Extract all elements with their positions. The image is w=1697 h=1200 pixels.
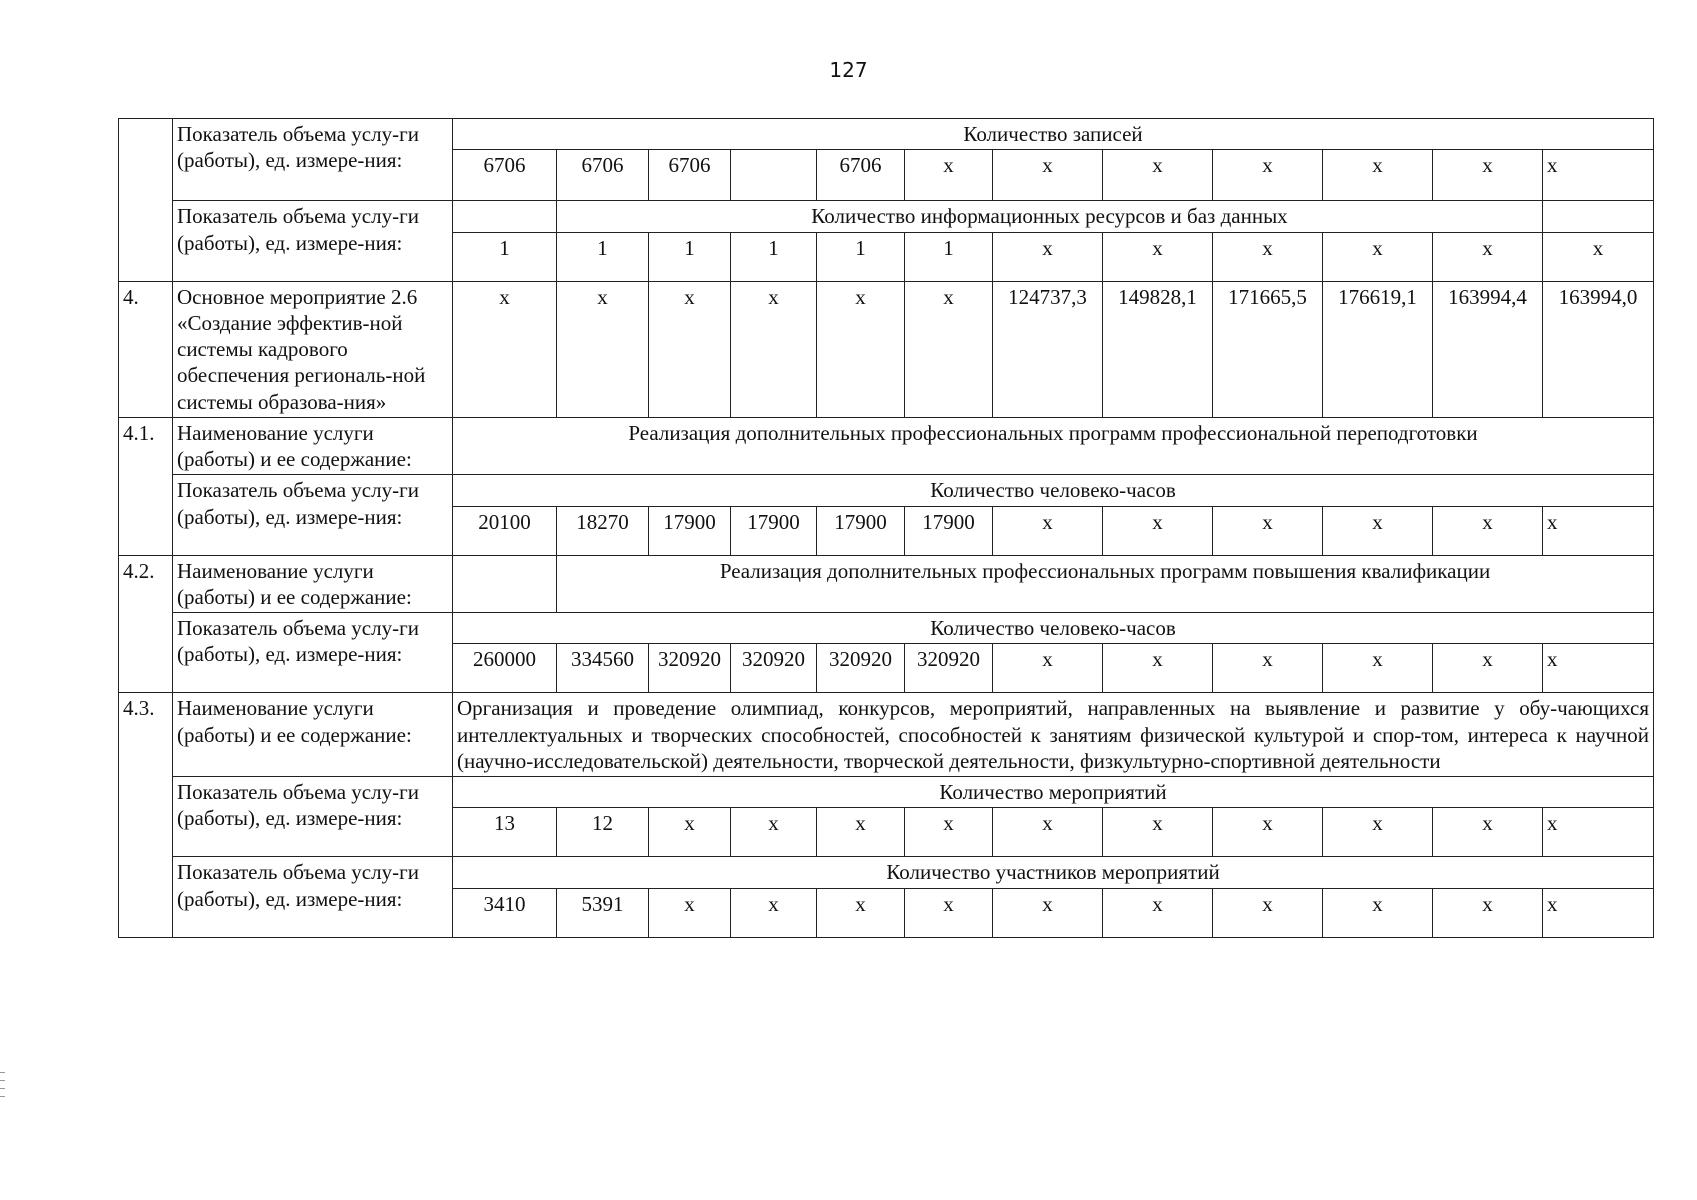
value-cell: 163994,0 <box>1543 281 1654 417</box>
value-cell: 1 <box>649 232 731 281</box>
value-cell: х <box>1543 888 1654 937</box>
value-cell: х <box>1103 808 1213 857</box>
value-cell: х <box>1323 888 1433 937</box>
row-number: 4.1. <box>119 417 173 555</box>
value-cell: х <box>993 150 1103 201</box>
indicator-header: Количество записей <box>453 119 1654 150</box>
value-cell: х <box>1323 232 1433 281</box>
value-cell: х <box>1103 644 1213 693</box>
value-cell: х <box>1543 808 1654 857</box>
indicator-header: Количество информационных ресурсов и баз данных <box>557 201 1543 232</box>
value-cell: х <box>1103 888 1213 937</box>
value-cell: х <box>1543 506 1654 555</box>
value-cell: 1 <box>731 232 817 281</box>
value-cell: х <box>817 808 905 857</box>
page-number: 127 <box>829 58 868 82</box>
value-cell: 171665,5 <box>1213 281 1323 417</box>
value-cell: 1 <box>557 232 649 281</box>
value-cell: х <box>1213 644 1323 693</box>
value-cell: х <box>1433 150 1543 201</box>
value-cell: 12 <box>557 808 649 857</box>
value-cell: 6706 <box>817 150 905 201</box>
value-cell: х <box>1543 644 1654 693</box>
service-label: Наименование услуги (работы) и ее содержание: <box>173 555 453 613</box>
service-name: Реализация дополнительных профессиональных программ профессиональной переподготовки <box>453 417 1654 475</box>
value-cell: х <box>453 281 557 417</box>
value-cell: 3410 <box>453 888 557 937</box>
service-label: Наименование услуги (работы) и ее содержание: <box>173 417 453 475</box>
value-cell: х <box>1213 232 1323 281</box>
empty-cell <box>453 555 557 613</box>
indicator-header: Количество человеко-часов <box>453 475 1654 506</box>
value-cell: 176619,1 <box>1323 281 1433 417</box>
service-label: Наименование услуги (работы) и ее содержание: <box>173 693 453 777</box>
value-cell: х <box>1433 808 1543 857</box>
row-number: 4.3. <box>119 693 173 937</box>
indicator-label: Показатель объема услу-ги (работы), ед. измере-ния: <box>173 475 453 555</box>
value-cell: 163994,4 <box>1433 281 1543 417</box>
value-cell: х <box>1543 232 1654 281</box>
value-cell: х <box>1433 888 1543 937</box>
indicator-header: Количество участников мероприятий <box>453 857 1654 888</box>
value-cell: х <box>1103 150 1213 201</box>
value-cell: 320920 <box>649 644 731 693</box>
value-cell: х <box>1323 644 1433 693</box>
indicator-label: Показатель объема услу-ги (работы), ед. измере-ния: <box>173 119 453 201</box>
value-cell: 17900 <box>731 506 817 555</box>
value-cell: 320920 <box>731 644 817 693</box>
value-cell: 124737,3 <box>993 281 1103 417</box>
row-number: 4. <box>119 281 173 417</box>
value-cell: х <box>993 808 1103 857</box>
value-cell: х <box>1103 232 1213 281</box>
value-cell: 320920 <box>817 644 905 693</box>
value-cell: х <box>1433 232 1543 281</box>
value-cell: х <box>905 281 993 417</box>
value-cell: х <box>1103 506 1213 555</box>
value-cell: 149828,1 <box>1103 281 1213 417</box>
service-name: Организация и проведение олимпиад, конкурсов, мероприятий, направленных на выявление и развитие у обу-чающихся интеллектуальных и творческих способностей, способностей к занятиям физической культурой и спор-том, интереса к научной (научно-исследовательской) деятельности, творческой деятельности, физкультурно-спортивной деятельности <box>453 693 1654 777</box>
value-cell: х <box>731 888 817 937</box>
value-cell: 1 <box>905 232 993 281</box>
program-table <box>118 118 1654 938</box>
value-cell: х <box>1323 150 1433 201</box>
value-cell: 6706 <box>649 150 731 201</box>
row-number-empty <box>119 119 173 282</box>
value-cell: х <box>905 150 993 201</box>
value-cell: х <box>649 888 731 937</box>
value-cell: 1 <box>817 232 905 281</box>
indicator-label: Показатель объема услу-ги (работы), ед. измере-ния: <box>173 613 453 693</box>
value-cell: х <box>649 808 731 857</box>
value-cell: х <box>557 281 649 417</box>
value-cell: х <box>731 281 817 417</box>
indicator-label: Показатель объема услу-ги (работы), ед. измере-ния: <box>173 857 453 937</box>
value-cell: 20100 <box>453 506 557 555</box>
value-cell: 320920 <box>905 644 993 693</box>
value-cell: х <box>905 888 993 937</box>
value-cell: х <box>905 808 993 857</box>
empty-cell <box>453 201 557 232</box>
row-number: 4.2. <box>119 555 173 693</box>
empty-cell <box>1543 201 1654 232</box>
service-name: Реализация дополнительных профессиональных программ повышения квалификации <box>557 555 1654 613</box>
activity-name: Основное мероприятие 2.6 «Создание эффектив-ной системы кадрового обеспечения региональ-ной системы образова-ния» <box>173 281 453 417</box>
value-cell: 334560 <box>557 644 649 693</box>
indicator-header: Количество мероприятий <box>453 777 1654 808</box>
value-cell: х <box>731 808 817 857</box>
value-cell: х <box>1213 506 1323 555</box>
value-cell: 6706 <box>453 150 557 201</box>
value-cell: х <box>993 888 1103 937</box>
value-cell: х <box>1543 150 1654 201</box>
value-cell: х <box>1213 150 1323 201</box>
indicator-label: Показатель объема услу-ги (работы), ед. измере-ния: <box>173 777 453 857</box>
indicator-header: Количество человеко-часов <box>453 613 1654 644</box>
value-cell: 17900 <box>817 506 905 555</box>
value-cell: х <box>993 644 1103 693</box>
value-cell: х <box>649 281 731 417</box>
value-cell: х <box>1323 808 1433 857</box>
value-cell: х <box>1433 506 1543 555</box>
indicator-label: Показатель объема услу-ги (работы), ед. измере-ния: <box>173 201 453 281</box>
value-cell: х <box>817 888 905 937</box>
value-cell: х <box>817 281 905 417</box>
value-cell: 6706 <box>557 150 649 201</box>
value-cell: 17900 <box>905 506 993 555</box>
value-cell: х <box>1323 506 1433 555</box>
value-cell <box>731 150 817 201</box>
value-cell: 17900 <box>649 506 731 555</box>
value-cell: 18270 <box>557 506 649 555</box>
value-cell: 13 <box>453 808 557 857</box>
value-cell: х <box>1213 888 1323 937</box>
value-cell: 1 <box>453 232 557 281</box>
value-cell: х <box>1213 808 1323 857</box>
value-cell: 5391 <box>557 888 649 937</box>
value-cell: 260000 <box>453 644 557 693</box>
value-cell: х <box>993 506 1103 555</box>
value-cell: х <box>1433 644 1543 693</box>
value-cell: х <box>993 232 1103 281</box>
